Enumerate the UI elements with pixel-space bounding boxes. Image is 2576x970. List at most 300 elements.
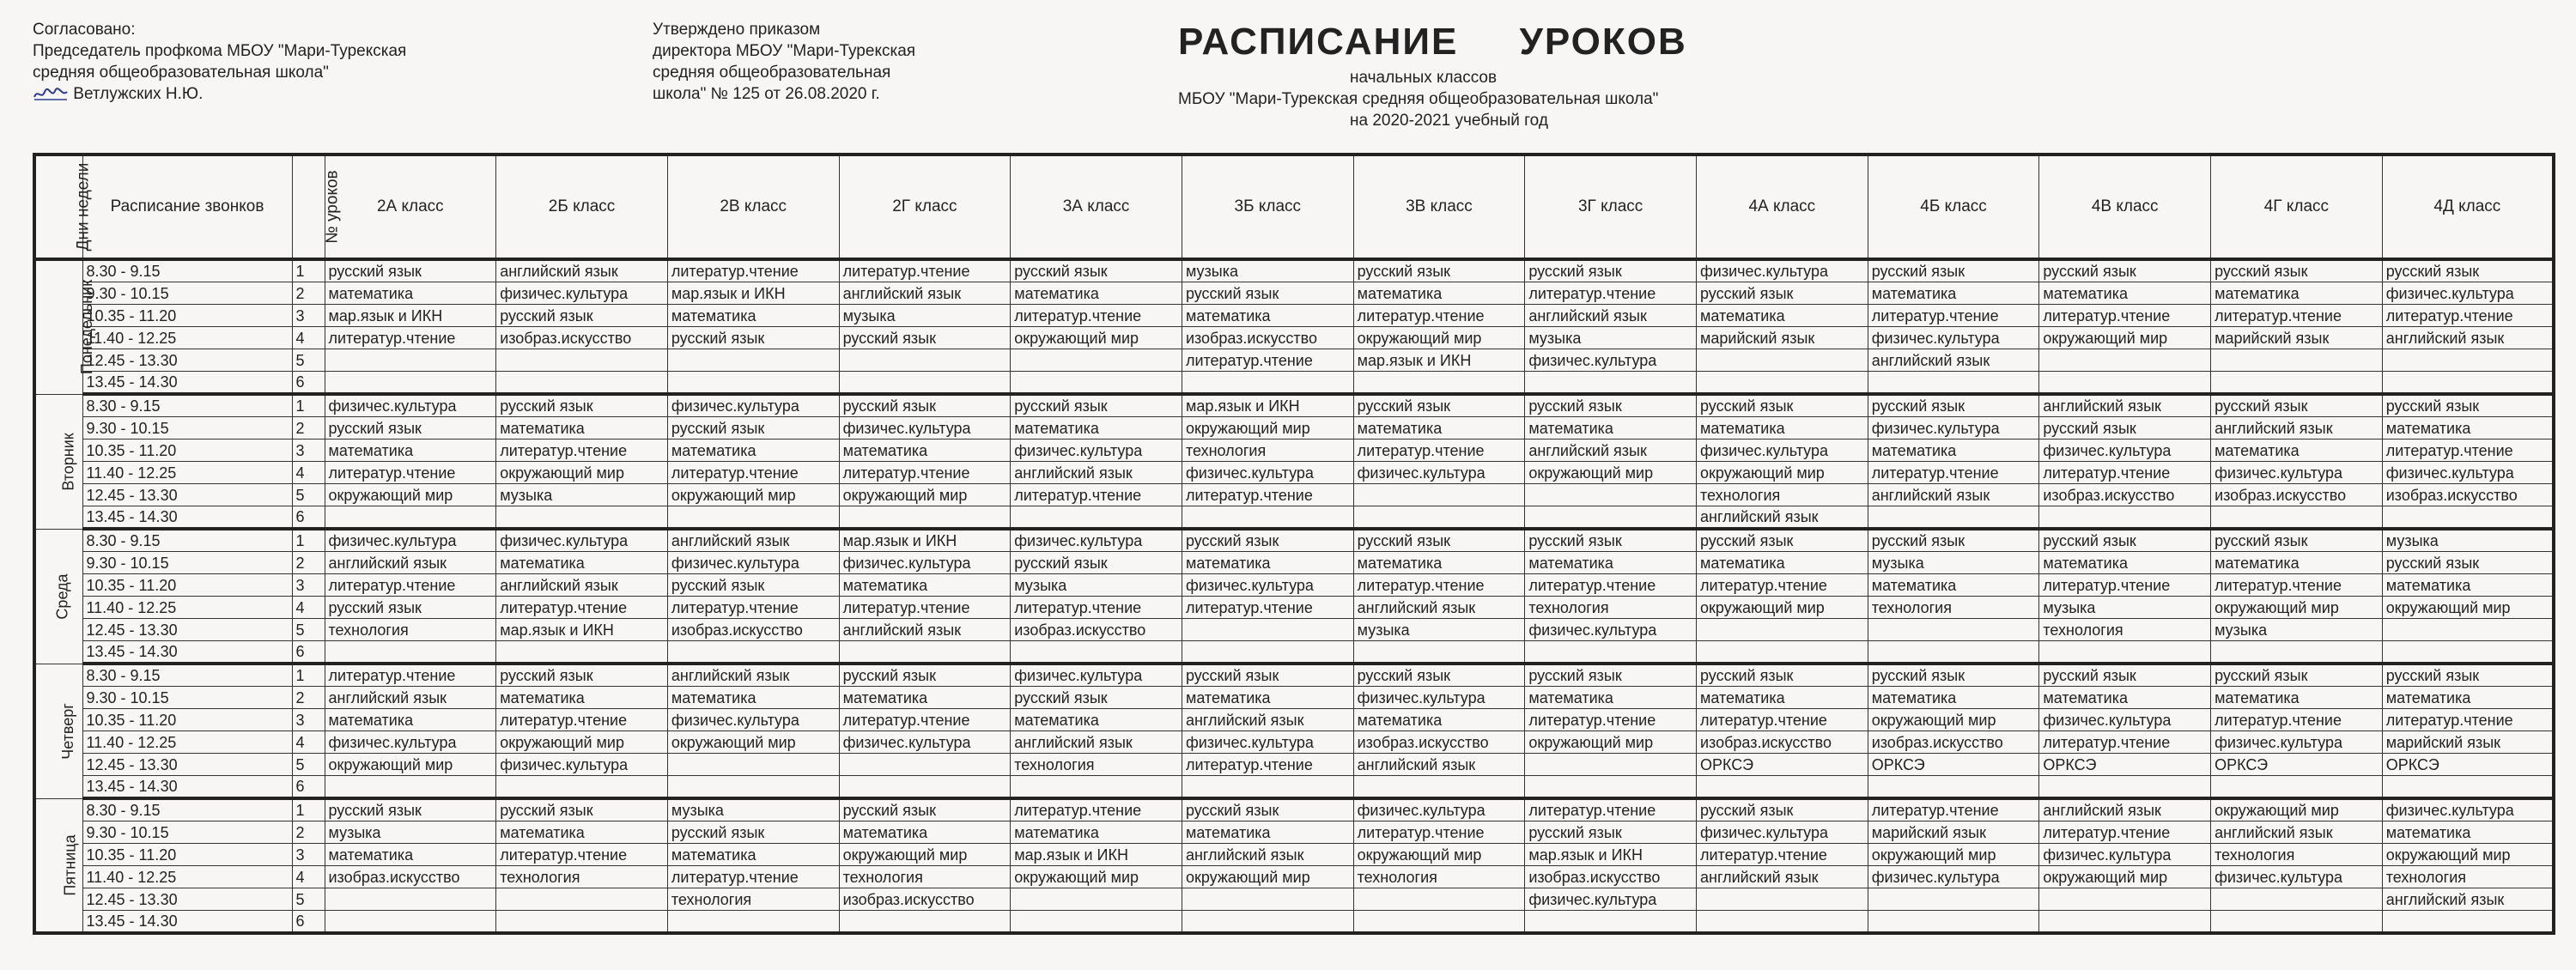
lesson-cell bbox=[325, 372, 496, 395]
lesson-cell: физичес.культура bbox=[1011, 440, 1182, 462]
lesson-cell: изобраз.искусство bbox=[1353, 731, 1525, 754]
lesson-cell: изобраз.искусство bbox=[1525, 866, 1697, 888]
subtitle-level: начальных классов bbox=[1350, 69, 1498, 87]
class-column-header: 4Г класс bbox=[2211, 155, 2383, 259]
lesson-cell: физичес.культура bbox=[1697, 440, 1868, 462]
lesson-cell: литератур.чтение bbox=[325, 574, 496, 597]
class-column-header: 2А класс bbox=[325, 155, 496, 259]
lesson-cell: математика bbox=[1697, 305, 1868, 327]
approval-left-line: Согласовано: bbox=[33, 21, 136, 39]
lesson-cell bbox=[2211, 349, 2383, 372]
bell-time: 10.35 - 11.20 bbox=[82, 440, 292, 462]
class-column-header: 2Б класс bbox=[496, 155, 668, 259]
table-row bbox=[34, 417, 2554, 440]
lesson-cell: литератур.чтение bbox=[1525, 798, 1697, 821]
lesson-cell: русский язык bbox=[1353, 529, 1525, 552]
lesson-cell: математика bbox=[1182, 687, 1353, 709]
bell-time: 9.30 - 10.15 bbox=[82, 282, 292, 305]
lesson-cell: математика bbox=[2382, 574, 2554, 597]
bell-time: 12.45 - 13.30 bbox=[82, 619, 292, 641]
lesson-cell: русский язык bbox=[2211, 664, 2383, 687]
lesson-cell: изобраз.искусство bbox=[2382, 484, 2554, 506]
bell-time: 8.30 - 9.15 bbox=[82, 394, 292, 417]
lesson-cell: математика bbox=[1697, 417, 1868, 440]
lesson-cell: русский язык bbox=[1353, 664, 1525, 687]
lesson-cell bbox=[1011, 776, 1182, 799]
lesson-cell: физичес.культура bbox=[2039, 844, 2211, 866]
lesson-cell bbox=[325, 911, 496, 934]
class-column-header: 4Д класс bbox=[2382, 155, 2554, 259]
page-title: РАСПИСАНИЕ УРОКОВ bbox=[1178, 21, 1687, 63]
order-line: средняя общеобразовательная bbox=[653, 64, 891, 82]
lesson-cell: литератур.чтение bbox=[1868, 798, 2039, 821]
lesson-cell: окружающий мир bbox=[325, 754, 496, 776]
table-row bbox=[34, 305, 2554, 327]
lesson-cell: русский язык bbox=[1525, 259, 1697, 282]
lesson-cell: литератур.чтение bbox=[2382, 709, 2554, 731]
lesson-cell bbox=[1353, 911, 1525, 934]
bell-time: 12.45 - 13.30 bbox=[82, 484, 292, 506]
lesson-cell bbox=[496, 911, 668, 934]
lesson-cell bbox=[2211, 372, 2383, 395]
lesson-cell bbox=[1697, 911, 1868, 934]
schedule-table bbox=[33, 153, 2555, 935]
order-line: Утверждено приказом bbox=[653, 21, 821, 39]
approval-left-signature-line bbox=[33, 83, 406, 105]
lesson-cell: физичес.культура bbox=[1182, 731, 1353, 754]
lesson-cell bbox=[1011, 911, 1182, 934]
lesson-cell: русский язык bbox=[1697, 529, 1868, 552]
lesson-cell bbox=[1011, 641, 1182, 664]
lesson-cell: математика bbox=[2211, 440, 2383, 462]
lesson-cell bbox=[839, 506, 1011, 530]
lesson-cell bbox=[1525, 641, 1697, 664]
table-row bbox=[34, 552, 2554, 574]
lesson-number: 2 bbox=[292, 821, 325, 844]
lesson-cell: английский язык bbox=[1868, 349, 2039, 372]
lesson-cell bbox=[1697, 888, 1868, 911]
bell-time: 9.30 - 10.15 bbox=[82, 821, 292, 844]
approver-name: Ветлужских Н.Ю. bbox=[73, 85, 204, 103]
lesson-number: 1 bbox=[292, 798, 325, 821]
lesson-cell: изобраз.искусство bbox=[1868, 731, 2039, 754]
lesson-cell: физичес.культура bbox=[496, 754, 668, 776]
lesson-cell: литератур.чтение bbox=[667, 597, 839, 619]
table-row bbox=[34, 911, 2554, 934]
lesson-cell: музыка bbox=[1868, 552, 2039, 574]
lesson-cell: русский язык bbox=[496, 305, 668, 327]
lesson-cell: математика bbox=[1868, 282, 2039, 305]
class-column-header: 3Г класс bbox=[1525, 155, 1697, 259]
lesson-cell: ОРКСЭ bbox=[1868, 754, 2039, 776]
lesson-cell bbox=[2211, 911, 2383, 934]
lesson-cell: русский язык bbox=[325, 597, 496, 619]
lesson-cell: математика bbox=[2039, 552, 2211, 574]
lesson-cell: литератур.чтение bbox=[1525, 709, 1697, 731]
lesson-cell: литератур.чтение bbox=[1353, 574, 1525, 597]
lesson-cell: русский язык bbox=[1525, 664, 1697, 687]
class-column-header: 3А класс bbox=[1011, 155, 1182, 259]
lesson-cell: окружающий мир bbox=[2039, 866, 2211, 888]
lesson-cell: физичес.культура bbox=[2382, 798, 2554, 821]
lesson-cell: окружающий мир bbox=[1525, 462, 1697, 484]
lesson-cell: литератур.чтение bbox=[1868, 305, 2039, 327]
lesson-cell: окружающий мир bbox=[1011, 866, 1182, 888]
lesson-cell: окружающий мир bbox=[667, 484, 839, 506]
lesson-cell: русский язык bbox=[1868, 259, 2039, 282]
lesson-cell: изобраз.искусство bbox=[1697, 731, 1868, 754]
lesson-cell: окружающий мир bbox=[1697, 597, 1868, 619]
lesson-cell: русский язык bbox=[2382, 664, 2554, 687]
lesson-cell: технология bbox=[2382, 866, 2554, 888]
lesson-cell: математика bbox=[496, 687, 668, 709]
lesson-cell: английский язык bbox=[2039, 394, 2211, 417]
lesson-cell: русский язык bbox=[2039, 529, 2211, 552]
lesson-number: 4 bbox=[292, 866, 325, 888]
lesson-cell: физичес.культура bbox=[1868, 417, 2039, 440]
table-row bbox=[34, 394, 2554, 417]
lesson-cell bbox=[667, 349, 839, 372]
lesson-cell: ОРКСЭ bbox=[1697, 754, 1868, 776]
lesson-cell: изобраз.искусство bbox=[325, 866, 496, 888]
lesson-cell: русский язык bbox=[1525, 821, 1697, 844]
lesson-cell: русский язык bbox=[2039, 259, 2211, 282]
lesson-cell: русский язык bbox=[839, 327, 1011, 349]
lesson-cell bbox=[667, 506, 839, 530]
lesson-cell: технология bbox=[1525, 597, 1697, 619]
bell-time: 13.45 - 14.30 bbox=[82, 776, 292, 799]
signature-icon bbox=[33, 87, 69, 102]
lesson-cell bbox=[1868, 506, 2039, 530]
lesson-cell bbox=[1525, 776, 1697, 799]
bell-time: 12.45 - 13.30 bbox=[82, 888, 292, 911]
lesson-cell: математика bbox=[667, 440, 839, 462]
lesson-cell: физичес.культура bbox=[2039, 440, 2211, 462]
lesson-cell: литератур.чтение bbox=[1697, 574, 1868, 597]
lesson-cell bbox=[2039, 349, 2211, 372]
lesson-cell: мар.язык и ИКН bbox=[496, 619, 668, 641]
lesson-cell bbox=[1353, 776, 1525, 799]
lesson-cell: английский язык bbox=[1868, 484, 2039, 506]
bell-time: 8.30 - 9.15 bbox=[82, 529, 292, 552]
lesson-cell: русский язык bbox=[667, 327, 839, 349]
lesson-cell bbox=[2382, 776, 2554, 799]
lesson-cell: математика bbox=[2039, 687, 2211, 709]
lesson-cell: изобраз.искусство bbox=[2039, 484, 2211, 506]
lesson-cell: английский язык bbox=[1011, 462, 1182, 484]
lesson-cell bbox=[1868, 619, 2039, 641]
lesson-cell: мар.язык и ИКН bbox=[667, 282, 839, 305]
lesson-cell: русский язык bbox=[2382, 394, 2554, 417]
table-row bbox=[34, 866, 2554, 888]
lesson-number: 3 bbox=[292, 574, 325, 597]
lesson-cell bbox=[1525, 911, 1697, 934]
lesson-cell: физичес.культура bbox=[2211, 731, 2383, 754]
lesson-cell: литератур.чтение bbox=[2211, 709, 2383, 731]
lesson-cell: физичес.культура bbox=[1353, 462, 1525, 484]
lesson-cell: физичес.культура bbox=[1182, 462, 1353, 484]
lesson-cell: технология bbox=[496, 866, 668, 888]
lesson-cell: литератур.чтение bbox=[325, 664, 496, 687]
lesson-cell: английский язык bbox=[1353, 754, 1525, 776]
lesson-cell: математика bbox=[2211, 687, 2383, 709]
lesson-number: 2 bbox=[292, 417, 325, 440]
lesson-number: 5 bbox=[292, 619, 325, 641]
lesson-cell: русский язык bbox=[1182, 282, 1353, 305]
lesson-cell: русский язык bbox=[1525, 394, 1697, 417]
lesson-cell bbox=[667, 776, 839, 799]
lesson-cell bbox=[2382, 619, 2554, 641]
lesson-number: 6 bbox=[292, 776, 325, 799]
table-row bbox=[34, 327, 2554, 349]
lesson-cell: мар.язык и ИКН bbox=[1182, 394, 1353, 417]
lesson-cell: русский язык bbox=[667, 574, 839, 597]
lesson-cell: математика bbox=[1353, 282, 1525, 305]
lesson-cell bbox=[2382, 506, 2554, 530]
lesson-cell: русский язык bbox=[667, 417, 839, 440]
lesson-cell bbox=[1697, 619, 1868, 641]
bell-time: 13.45 - 14.30 bbox=[82, 372, 292, 395]
table-row bbox=[34, 754, 2554, 776]
lesson-cell: литератур.чтение bbox=[1011, 597, 1182, 619]
day-label: Четверг bbox=[34, 664, 82, 798]
lesson-number: 3 bbox=[292, 709, 325, 731]
day-label: Среда bbox=[34, 529, 82, 664]
lesson-cell: окружающий мир bbox=[1353, 327, 1525, 349]
lesson-cell: математика bbox=[839, 821, 1011, 844]
table-row bbox=[34, 574, 2554, 597]
lesson-cell: литератур.чтение bbox=[2211, 305, 2383, 327]
lesson-cell: математика bbox=[496, 417, 668, 440]
lesson-cell: литератур.чтение bbox=[1525, 282, 1697, 305]
lesson-cell: русский язык bbox=[1868, 529, 2039, 552]
lesson-cell: литератур.чтение bbox=[667, 866, 839, 888]
lesson-cell: английский язык bbox=[2382, 327, 2554, 349]
lesson-cell bbox=[1011, 506, 1182, 530]
lesson-cell bbox=[1353, 372, 1525, 395]
lesson-cell bbox=[1697, 776, 1868, 799]
lesson-cell: литератур.чтение bbox=[839, 462, 1011, 484]
lesson-cell: технология bbox=[325, 619, 496, 641]
lesson-number: 4 bbox=[292, 597, 325, 619]
lesson-number: 6 bbox=[292, 372, 325, 395]
lesson-cell: математика bbox=[839, 574, 1011, 597]
bell-time: 10.35 - 11.20 bbox=[82, 844, 292, 866]
lesson-cell bbox=[839, 372, 1011, 395]
table-row bbox=[34, 641, 2554, 664]
lesson-cell: русский язык bbox=[2382, 259, 2554, 282]
lesson-cell bbox=[1011, 349, 1182, 372]
lesson-cell bbox=[325, 349, 496, 372]
table-row bbox=[34, 259, 2554, 282]
lesson-number: 3 bbox=[292, 844, 325, 866]
lesson-cell bbox=[496, 349, 668, 372]
lesson-cell: литератур.чтение bbox=[496, 844, 668, 866]
lesson-cell: физичес.культура bbox=[1868, 866, 2039, 888]
lesson-cell: технология bbox=[667, 888, 839, 911]
lesson-cell: окружающий мир bbox=[1011, 327, 1182, 349]
lesson-number: 4 bbox=[292, 731, 325, 754]
lesson-cell: математика bbox=[1182, 552, 1353, 574]
lesson-number: 5 bbox=[292, 754, 325, 776]
bell-time: 11.40 - 12.25 bbox=[82, 866, 292, 888]
lesson-cell: русский язык bbox=[496, 798, 668, 821]
lesson-cell: английский язык bbox=[1525, 440, 1697, 462]
lesson-cell bbox=[839, 776, 1011, 799]
lesson-cell: русский язык bbox=[2211, 394, 2383, 417]
lesson-cell: физичес.культура bbox=[2211, 462, 2383, 484]
lesson-cell: математика bbox=[1011, 282, 1182, 305]
table-row bbox=[34, 440, 2554, 462]
lesson-cell: математика bbox=[2039, 282, 2211, 305]
lesson-cell: музыка bbox=[496, 484, 668, 506]
lesson-cell bbox=[1182, 619, 1353, 641]
order-line: директора МБОУ "Мари-Турекская bbox=[653, 42, 916, 60]
lesson-cell: английский язык bbox=[1353, 597, 1525, 619]
table-header-row bbox=[34, 155, 2554, 259]
table-row bbox=[34, 687, 2554, 709]
lesson-number: 6 bbox=[292, 506, 325, 530]
lesson-cell: литератур.чтение bbox=[496, 440, 668, 462]
lesson-cell: окружающий мир bbox=[1525, 731, 1697, 754]
lesson-cell: математика bbox=[667, 687, 839, 709]
lesson-cell: математика bbox=[1353, 709, 1525, 731]
lesson-cell: русский язык bbox=[2039, 417, 2211, 440]
lesson-cell: физичес.культура bbox=[839, 417, 1011, 440]
lesson-number: 5 bbox=[292, 484, 325, 506]
lesson-cell: математика bbox=[2211, 282, 2383, 305]
lesson-cell bbox=[1182, 506, 1353, 530]
lesson-cell bbox=[496, 506, 668, 530]
lesson-cell: изобраз.искусство bbox=[1182, 327, 1353, 349]
lesson-cell bbox=[2382, 349, 2554, 372]
lesson-cell: математика bbox=[1525, 552, 1697, 574]
lesson-cell bbox=[325, 888, 496, 911]
bell-time: 8.30 - 9.15 bbox=[82, 798, 292, 821]
lesson-cell: музыка bbox=[325, 821, 496, 844]
lesson-cell: окружающий мир bbox=[1868, 709, 2039, 731]
lesson-cell bbox=[2039, 888, 2211, 911]
lesson-cell bbox=[2211, 506, 2383, 530]
subtitle-year: на 2020-2021 учебный год bbox=[1350, 112, 1548, 130]
lesson-cell: марийский язык bbox=[2211, 327, 2383, 349]
lesson-cell bbox=[667, 372, 839, 395]
bell-time: 10.35 - 11.20 bbox=[82, 709, 292, 731]
lesson-cell: русский язык bbox=[2211, 529, 2383, 552]
lesson-cell: технология bbox=[1868, 597, 2039, 619]
class-column-header: 4А класс bbox=[1697, 155, 1868, 259]
lesson-cell: математика bbox=[1182, 305, 1353, 327]
table-row bbox=[34, 506, 2554, 530]
subtitle-school: МБОУ "Мари-Турекская средняя общеобразовательная школа" bbox=[1178, 90, 1659, 108]
lesson-cell: английский язык bbox=[1697, 506, 1868, 530]
lesson-cell: ОРКСЭ bbox=[2039, 754, 2211, 776]
lesson-cell bbox=[1868, 776, 2039, 799]
lesson-cell bbox=[1353, 641, 1525, 664]
lesson-cell: русский язык bbox=[1011, 552, 1182, 574]
lesson-cell: технология bbox=[2211, 844, 2383, 866]
lesson-cell bbox=[1697, 372, 1868, 395]
lesson-cell: русский язык bbox=[496, 664, 668, 687]
lesson-cell: русский язык bbox=[1353, 259, 1525, 282]
lesson-cell: физичес.культура bbox=[496, 529, 668, 552]
lesson-cell: музыка bbox=[2211, 619, 2383, 641]
bell-time: 8.30 - 9.15 bbox=[82, 259, 292, 282]
lesson-cell: физичес.культура bbox=[1525, 888, 1697, 911]
lesson-number: 2 bbox=[292, 282, 325, 305]
lesson-cell: литератур.чтение bbox=[1868, 462, 2039, 484]
lesson-cell: русский язык bbox=[1353, 394, 1525, 417]
lesson-cell bbox=[667, 641, 839, 664]
lesson-cell bbox=[2039, 776, 2211, 799]
lesson-cell: физичес.культура bbox=[325, 731, 496, 754]
lesson-cell bbox=[496, 888, 668, 911]
lesson-cell: физичес.культура bbox=[496, 282, 668, 305]
lesson-cell bbox=[1697, 349, 1868, 372]
lesson-cell: технология bbox=[1697, 484, 1868, 506]
lesson-cell: математика bbox=[2382, 687, 2554, 709]
lesson-cell: изобраз.искусство bbox=[667, 619, 839, 641]
lesson-cell: литератур.чтение bbox=[2039, 462, 2211, 484]
lesson-cell: математика bbox=[325, 844, 496, 866]
table-row bbox=[34, 349, 2554, 372]
lesson-number-header: № уроков bbox=[292, 155, 325, 259]
lesson-cell: русский язык bbox=[325, 259, 496, 282]
lesson-cell: литератур.чтение bbox=[2039, 305, 2211, 327]
lesson-cell: литератур.чтение bbox=[325, 327, 496, 349]
lesson-cell bbox=[1868, 372, 2039, 395]
lesson-cell: мар.язык и ИКН bbox=[1525, 844, 1697, 866]
lesson-cell: мар.язык и ИКН bbox=[839, 529, 1011, 552]
table-row bbox=[34, 731, 2554, 754]
lesson-cell: литератур.чтение bbox=[2211, 574, 2383, 597]
lesson-number: 1 bbox=[292, 394, 325, 417]
lesson-cell bbox=[839, 754, 1011, 776]
lesson-cell: литератур.чтение bbox=[1011, 798, 1182, 821]
day-label: Вторник bbox=[34, 394, 82, 529]
lesson-cell: русский язык bbox=[1011, 259, 1182, 282]
lesson-cell: русский язык bbox=[1525, 529, 1697, 552]
lesson-cell bbox=[1182, 372, 1353, 395]
day-label: Пятница bbox=[34, 798, 82, 933]
lesson-cell: русский язык bbox=[1182, 529, 1353, 552]
lesson-cell: литератур.чтение bbox=[496, 709, 668, 731]
lesson-cell: английский язык bbox=[325, 552, 496, 574]
lesson-cell: русский язык bbox=[1697, 282, 1868, 305]
order-line: школа" № 125 от 26.08.2020 г. bbox=[653, 85, 880, 103]
lesson-cell: окружающий мир bbox=[496, 731, 668, 754]
lesson-cell: математика bbox=[1353, 552, 1525, 574]
lesson-cell bbox=[2211, 641, 2383, 664]
lesson-cell: английский язык bbox=[1011, 731, 1182, 754]
bells-column-header: Расписание звонков bbox=[82, 155, 292, 259]
lesson-cell: математика bbox=[1868, 574, 2039, 597]
lesson-cell: литератур.чтение bbox=[1353, 821, 1525, 844]
lesson-cell: математика bbox=[496, 821, 668, 844]
lesson-cell: литератур.чтение bbox=[667, 259, 839, 282]
lesson-cell: русский язык bbox=[1182, 798, 1353, 821]
lesson-cell: английский язык bbox=[2211, 821, 2383, 844]
lesson-cell: математика bbox=[667, 305, 839, 327]
lesson-cell bbox=[1182, 641, 1353, 664]
lesson-cell: литератур.чтение bbox=[1011, 305, 1182, 327]
lesson-cell: литератур.чтение bbox=[2039, 821, 2211, 844]
approval-block-order bbox=[653, 19, 915, 105]
lesson-cell: окружающий мир bbox=[2382, 844, 2554, 866]
bell-time: 10.35 - 11.20 bbox=[82, 305, 292, 327]
lesson-cell: литератур.чтение bbox=[1182, 597, 1353, 619]
lesson-cell bbox=[2039, 372, 2211, 395]
